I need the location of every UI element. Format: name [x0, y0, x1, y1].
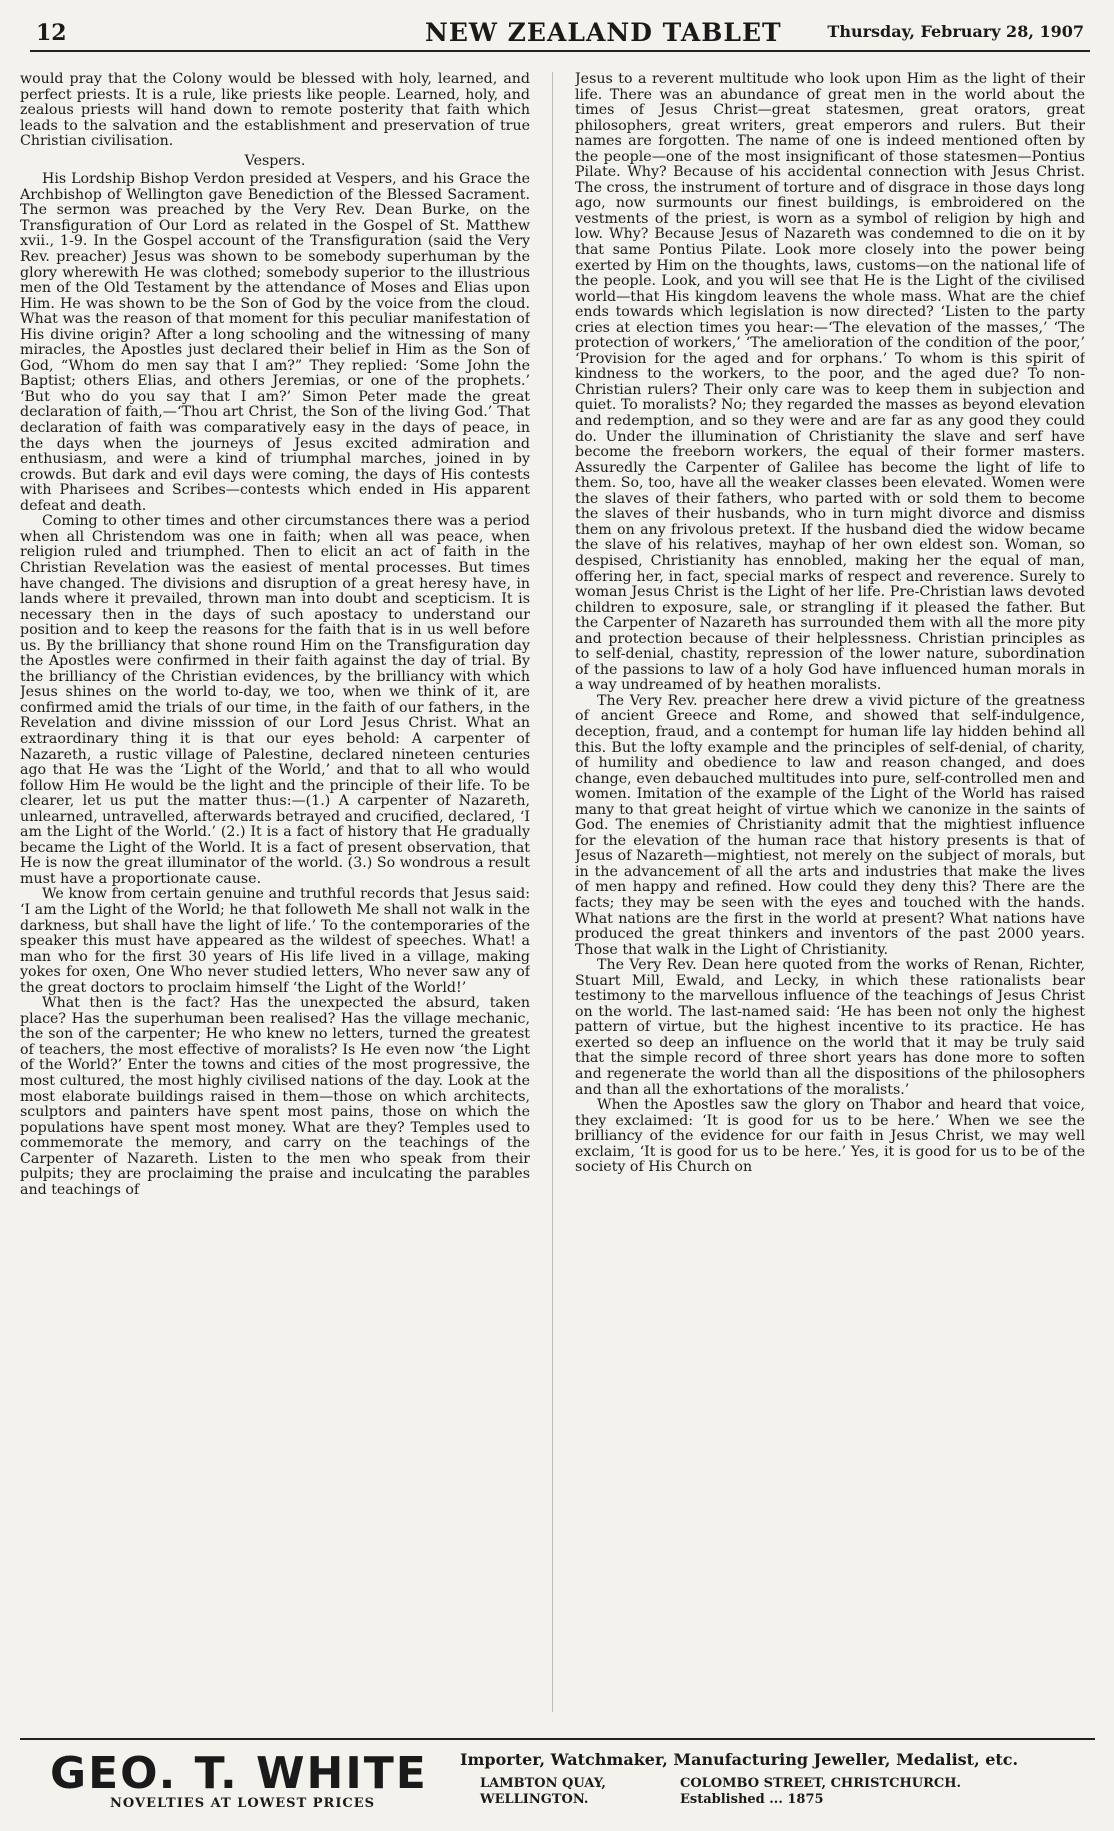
paragraph: What then is the fact? Has the unexpected the absurd, taken place? Has the superhuman been realised? Has the village mechanic, the son of the carpenter; He who knew no letters, turned the greatest of teachers, the most effective of moralists? Is He even now ‘the Light of the World?’ Enter the towns and cities of the most progressive, the most cultured, the most highly civilised nations of the day. Look at the most elaborate buildings raised in them—those on which architects, sculptors and painters have spent most pains, those on which the populations have spent most money. What are they? Temples used to commemorate the memory, and carry on the teachings of the Carpenter of Nazareth. Listen to the men who speak from their pulpits; they are proclaiming the praise and inculcating the parables and teachings of	[20, 995, 530, 1198]
address-christchurch: COLOMBO STREET, CHRISTCHURCH. Established ... 1875	[680, 1776, 962, 1807]
advertisement	[20, 1738, 1095, 1820]
paragraph: His Lordship Bishop Verdon presided at Vespers, and his Grace the Archbishop of Wellington gave Benediction of the Blessed Sacrament. The sermon was preached by the Very Rev. Dean Burke, on the Transfiguration of Our Lord as related in the Gospel of St. Matthew xvii., 1-9. In the Gospel account of the Transfiguration (said the Very Rev. preacher) Jesus was shown to be somebody superhuman by the glory wherewith He was clothed; somebody superior to the illustrious men of the Old Testament by the attendance of Moses and Elias upon Him. He was shown to be the Son of God by the voice from the cloud. What was the reason of that moment for this peculiar manifestation of His divine origin? After a long schooling and the witnessing of many miracles, the Apostles just declared their belief in Him as the Son of God, “Whom do men say that I am?” They replied: ‘Some John the Baptist; others Elias, and others Jeremias, or one of the prophets.’ ‘But who do you say that I am?’ Simon Peter made the great declaration of faith,—‘Thou art Christ, the Son of the living God.’ That declaration of faith was comparatively easy in the days of peace, in the days when the journeys of Jesus excited admiration and enthusiasm, and were a kind of triumphal marches, joined in by crowds. But dark and evil days were coming, the days of His contests with Pharisees and Scribes—contests which ended in His apparent defeat and death.	[20, 171, 530, 514]
advertiser-tagline: NOVELTIES AT LOWEST PRICES	[110, 1796, 376, 1811]
issue-date: Thursday, February 28, 1907	[827, 22, 1084, 41]
paragraph: would pray that the Colony would be blessed with holy, learned, and perfect priests. It is a rule, like priests like people. Learned, holy, and zealous priests will hand down to remote posterity that faith which leads to the salvation and the establishment and preservation of true Christian civilisation.	[20, 72, 530, 150]
paragraph: When the Apostles saw the glory on Thabor and heard that voice, they exclaimed: ‘It is good for us to be here.’ When we see the brilliancy of the evidence for our faith in Jesus Christ, we may well exclaim, ‘It is good for us to be here.’ Yes, it is good for us to be of the society of His Church on	[575, 1097, 1085, 1176]
section-heading-vespers: Vespers.	[244, 152, 306, 169]
address-wellington: LAMBTON QUAY, WELLINGTON.	[480, 1776, 606, 1807]
right-column	[575, 72, 1085, 1712]
left-column	[20, 72, 530, 1712]
advertiser-profession: Importer, Watchmaker, Manufacturing Jeweller, Medalist, etc.	[460, 1750, 1019, 1769]
paragraph: The Very Rev. preacher here drew a vivid picture of the greatness of ancient Greece and Rome, and showed that self-indulgence, deception, fraud, and a contempt for human life lay hidden behind all this. But the lofty example and the principles of self-denial, of charity, of humility and obedience to law and reason changed, and does change, even debauched multitudes into pure, self-controlled men and women. Imitation of the example of the Light of the World has raised many to that great height of virtue which we canonize in the saints of God. The enemies of Christianity admit that the mightiest influence for the elevation of the human race that history presents is that of Jesus of Nazareth—mightiest, not merely on the subject of morals, but in the advancement of all the arts and industries that make the lives of men happy and refined. How could they deny this? There are the facts; they may be seen with the eyes and touched with the hands. What nations are the first in the world at present? What nations have produced the great thinkers and inventors of the past 2000 years. Those that walk in the Light of Christianity.	[575, 692, 1085, 958]
page-header	[30, 16, 1090, 52]
column-divider	[552, 72, 553, 1712]
paragraph: Coming to other times and other circumstances there was a period when all Christendom was one in faith; when all was peace, when religion ruled and triumphed. Then to elicit an act of faith in the Christian Revelation was the easiest of mental processes. But times have changed. The divisions and disruption of a great heresy have, in lands where it prevailed, thrown man into doubt and scepticism. It is necessary then in the days of such apostacy to understand our position and to keep the reasons for the faith that is in us well before us. By the brilliancy that shone round Him on the Transfiguration day the Apostles were confirmed in their faith against the day of trial. By the brilliancy of the Christian evidences, by the brilliancy with which Jesus shines on the world to-day, we too, when we think of it, are confirmed amid the trials of our time, in the faith of our fathers, in the Revelation and divine misssion of our Lord Jesus Christ. What an extraordinary thing it is that our eyes behold: A carpenter of Nazareth, a rustic village of Palestine, declared nineteen centuries ago that He was the ‘Light of the World,’ and that to all who would follow Him He would be the light and the principle of their life. To be clearer, let us put the matter thus:—(1.) A carpenter of Nazareth, unlearned, untravelled, afterwards betrayed and crucified, declared, ‘I am the Light of the World.’ (2.) It is a fact of history that He gradually became the Light of the World. It is a fact of present observation, that He is now the great illuminator of the world. (3.) So wondrous a result must have a proportionate cause.	[20, 513, 530, 887]
advertiser-name: GEO. T. WHITE	[50, 1748, 428, 1799]
newspaper-title: NEW ZEALAND TABLET	[425, 18, 782, 47]
page-number: 12	[36, 20, 67, 46]
paragraph: The Very Rev. Dean here quoted from the works of Renan, Richter, Stuart Mill, Ewald, and Lecky, in which these rationalists bear testimony to the marvellous influence of the teachings of Jesus Christ on the world. The last-named said: ‘He has been not only the highest pattern of virtue, but the highest incentive to its practice. He has exerted so deep an influence on the world that it may be truly said that the simple record of three short years has done more to soften and regenerate the world than all the dispositions of the philosophers and than all the exhortations of the moralists.’	[575, 957, 1085, 1098]
paragraph: Jesus to a reverent multitude who look upon Him as the light of their life. There was an abundance of great men in the world about the times of Jesus Christ—great statesmen, great orators, great philosophers, great writers, great emperors and rulers. But their names are forgotten. The name of one is indeed mentioned often by the people—one of the most insignificant of those statesmen—Pontius Pilate. Why? Because of his accidental connection with Jesus Christ. The cross, the instrument of torture and of disgrace in those days long ago, now surmounts our finest buildings, is embroidered on the vestments of the priest, is worn as a symbol of religion by high and low. Why? Because Jesus of Nazareth was condemned to die on it by that same Pontius Pilate. Look more closely into the power being exerted by Him on the thoughts, laws, customs—on the national life of the people. Look, and you will see that He is the Light of the civilised world—that His kingdom leavens the whole mass. What are the chief ends towards which legislation is now directed? ‘Listen to the party cries at election times you hear:—‘The elevation of the masses,’ ‘The protection of workers,’ ‘The amelioration of the condition of the poor,’ ‘Provision for the aged and for orphans.’ To whom is this spirit of kindness to the workers, to the poor, and the aged due? To non-Christian rulers? Their only care was to keep them in subjection and quiet. To moralists? No; they regarded the masses as beyond elevation and redemption, and so they were and are far as any good they could do. Under the illumination of Christianity the slave and serf have become the freeborn workers, the equal of their former masters. Assuredly the Carpenter of Galilee has become the light of life to them. So, too, have all the weaker classes been elevated. Women were the slaves of their fathers, who parted with or sold them to become the slaves of their husbands, who in turn might divorce and dismiss them on any frivolous pretext. If the husband died the widow became the slave of his relatives, mayhap of her own eldest son. Woman, so despised, Christianity has ennobled, making her the equal of man, offering her, in fact, special marks of respect and reverence. Surely to woman Jesus Christ is the Light of her life. Pre-Christian laws devoted children to exposure, sale, or strangling if it pleased the father. But the Carpenter of Nazareth has surrounded them with all the more pity and protection because of their helplessness. Christian principles as to self-denial, chastity, repression of the lower nature, subordination of the passions to law of a holy God have influenced human morals in a way undreamed of by heathen moralists.	[575, 72, 1085, 694]
paragraph: We know from certain genuine and truthful records that Jesus said: ‘I am the Light of the World; he that followeth Me shall not walk in the darkness, but shall have the light of life.’ To the contemporaries of the speaker this must have appeared as the wildest of speeches. What! a man who for the first 30 years of His life lived in a village, making yokes for oxen, One Who never studied letters, Who never saw any of the great doctors to proclaim himself ‘the Light of the World!’	[20, 886, 530, 996]
